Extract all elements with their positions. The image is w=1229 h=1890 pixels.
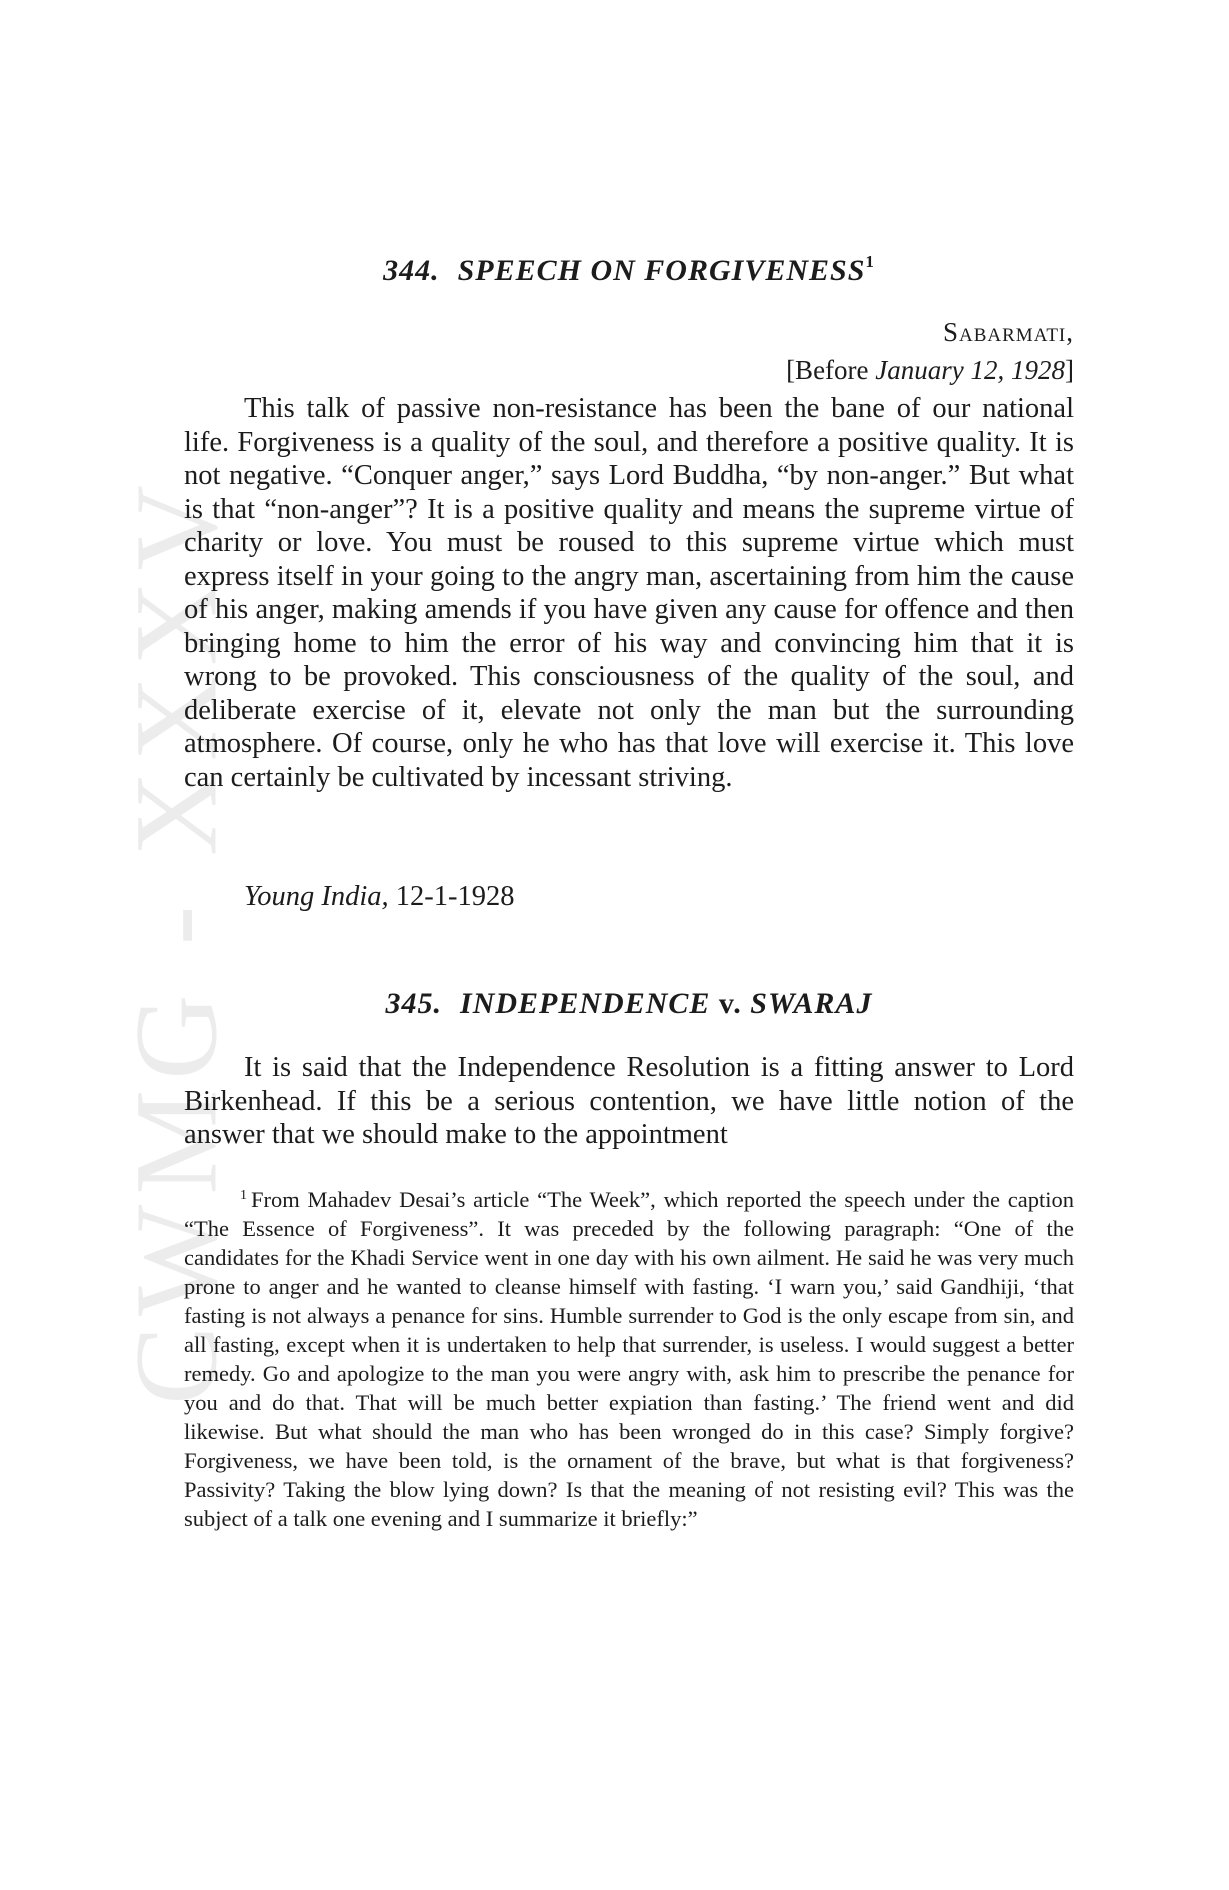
watermark-text: CWMG - XXXV	[111, 475, 242, 1405]
footnote-block	[184, 1181, 1074, 1533]
body-paragraph: It is said that the Independence Resolution is a fitting answer to Lord Birkenhead. If this be a serious contention, we have little notion of the answer that we should make to the appointment	[184, 1052, 1074, 1150]
doc-344-title: SPEECH ON FORGIVENESS	[457, 254, 866, 287]
doc-344-body	[184, 392, 1074, 794]
footnote-text: $^1$ From Mahadev Desai’s article “The Week”, which reported the speech under the caption “The Essence of Forgiveness”. It was preceded by the following paragraph: “One of the candidates for the Khadi Service went in one day with his own ailment. He said he was very much prone to anger and he wanted to cleanse himself with fasting. ‘I warn you,’ said Gandhiji, ‘that fasting is not always a penance for sins. Humble surrender to God is the only escape from sin, and all fasting, except when it is undertaken to help that surrender, is useless. I would suggest a better remedy. Go and apologize to the man you were angry with, ask him to prescribe the penance for you and do that. That will be much better expiation than fasting.’ The friend went and did likewise. But what should the man who has been wronged do in this case? Simply forgive? Forgiveness, we have been told, is the ornament of the brave, but what is that forgiveness? Passivity? Taking the blow lying down? Is that the meaning of not resisting evil? This was the subject of a talk one evening and I summarize it briefly:”	[184, 1187, 1074, 1531]
source-line: Young India, 12-1-1928	[244, 881, 515, 912]
doc-344-heading-block	[184, 252, 1074, 288]
footnote-ref: 1	[865, 252, 875, 271]
date-line: [Before January 12, 1928]	[786, 355, 1074, 385]
doc-345-heading-block	[184, 987, 1074, 1021]
doc-345-number: 345.	[385, 987, 443, 1020]
doc-344-placeline	[184, 313, 1074, 389]
footnote-mark: 1	[240, 1188, 247, 1203]
doc-344-number: 344.	[383, 254, 440, 287]
place-name: Sabarmati,	[943, 317, 1074, 347]
doc-344-heading	[184, 252, 1074, 288]
doc-345-heading: 345. INDEPENDENCE v. SWARAJ	[385, 987, 873, 1020]
body-paragraph: This talk of passive non-resistance has been the bane of our national life. Forgiveness is a quality of the soul, and therefore a positive quality. It is not negative. “Conquer anger,” says Lord Buddha, “by non-anger.” But what is that “non-anger”? It is a positive quality and means the supreme virtue of charity or love. You must be roused to this supreme virtue which must express itself in your going to the angry man, ascertaining from him the cause of his anger, making amends if you have given any cause for offence and then bringing home to him the error of his way and convincing him that it is wrong to be provoked. This consciousness of the quality of the soul, and deliberate exercise of it, elevate not only the man but the surrounding atmosphere. Of course, only he who has that love will exercise it. This love can certainly be cultivated by incessant striving.	[184, 393, 1074, 793]
doc-344-source	[184, 880, 1074, 914]
doc-345-body	[184, 1051, 1074, 1152]
